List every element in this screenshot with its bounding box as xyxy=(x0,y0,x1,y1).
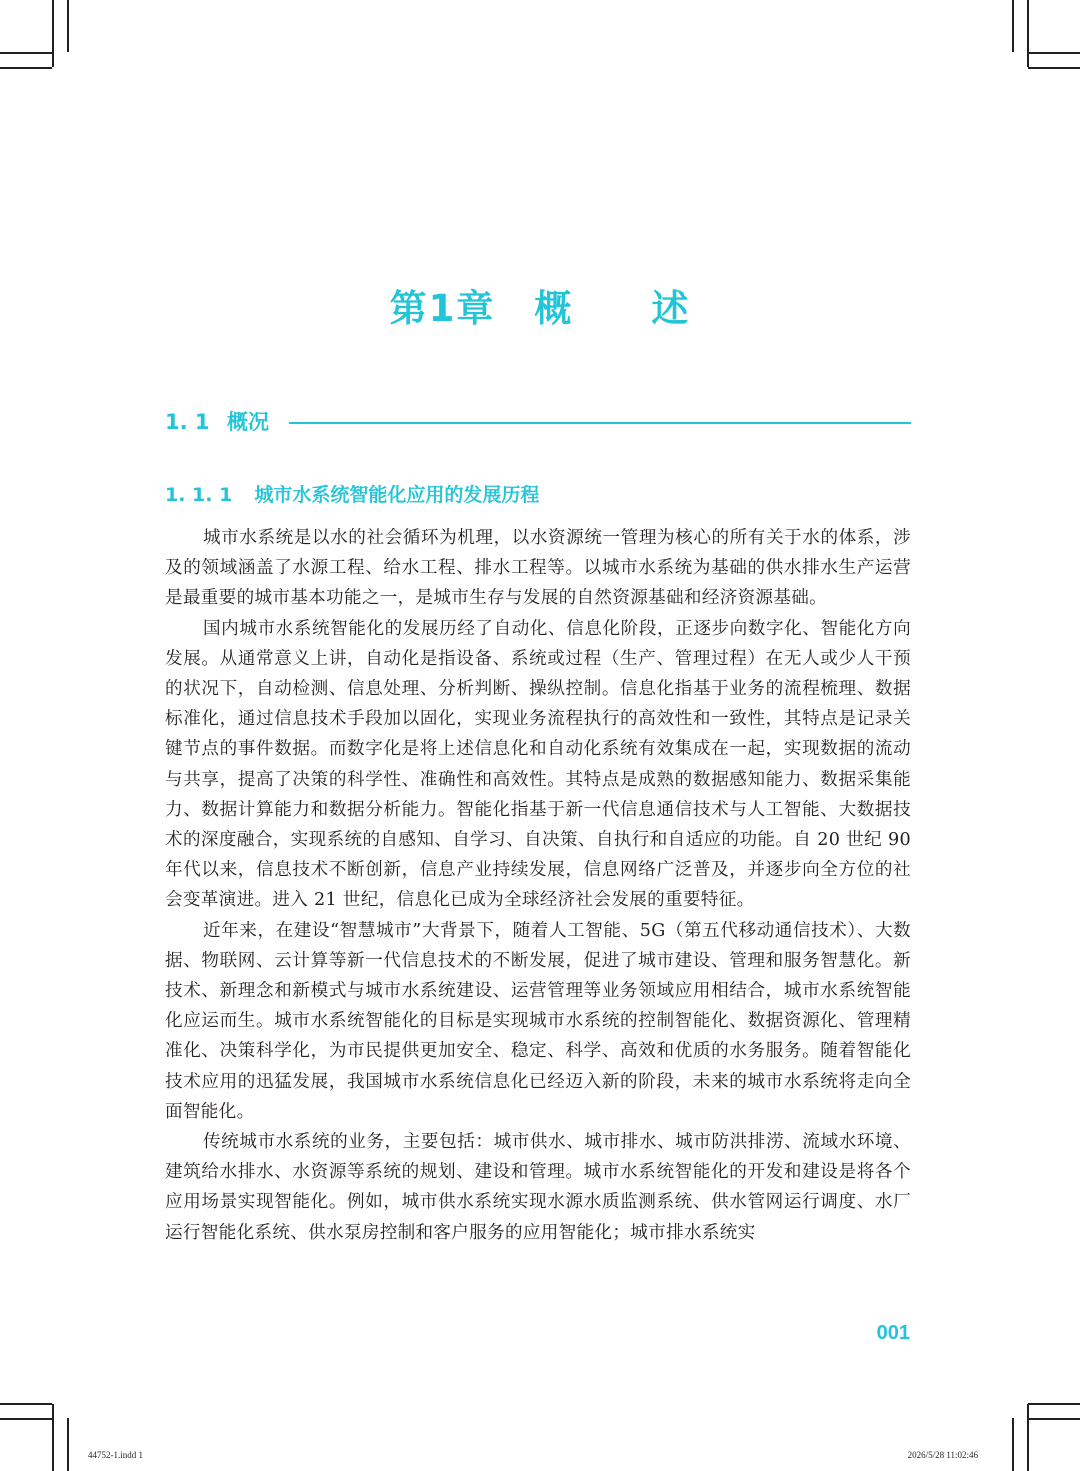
footer-timestamp: 2026/5/28 11:02:46 xyxy=(907,1450,978,1460)
crop-mark-top-right-v1 xyxy=(1012,0,1014,52)
subsection-title: 城市水系统智能化应用的发展历程 xyxy=(254,484,540,506)
footer-file-name: 44752-1.indd 1 xyxy=(88,1450,143,1460)
crop-mark-bottom-right-v2 xyxy=(1027,1404,1029,1471)
paragraph: 传统城市水系统的业务，主要包括：城市供水、城市排水、城市防洪排涝、流域水环境、建筑给水排水、水资源等系统的规划、建设和管理。城市水系统智能化的开发和建设是将各个应用场景实现智能化。例如，城市供水系统实现水源水质监测系统、供水管网运行调度、水厂运行智能化系统、供水泵房控制和客户服务的应用智能化；城市排水系统实 xyxy=(165,1132,911,1243)
crop-mark-bottom-left-v2 xyxy=(52,1404,54,1471)
chapter-title: 第1章 概 述 xyxy=(389,287,691,330)
paragraph: 近年来，在建设“智慧城市”大背景下，随着人工智能、5G（第五代移动通信技术）、大数据、物联网、云计算等新一代信息技术的不断发展，促进了城市建设、管理和服务智慧化。新技术、新理念和新模式与城市水系统建设、运营管理等业务领域应用相结合，城市水系统智能化应运而生。城市水系统智能化的目标是实现城市水系统的控制智能化、数据资源化、管理精准化、决策科学化，为市民提供更加安全、稳定、科学、高效和优质的水务服务。随着智能化技术应用的迅猛发展，我国城市水系统信息化已经迈入新的阶段，未来的城市水系统将走向全面智能化。 xyxy=(165,920,911,1122)
crop-mark-top-right-v2 xyxy=(1027,0,1029,67)
crop-mark-top-left-h1 xyxy=(0,52,52,54)
subsection-number: 1. 1. 1 xyxy=(165,484,233,506)
crop-mark-top-left-h2 xyxy=(0,67,52,69)
crop-mark-bottom-right-v1 xyxy=(1012,1418,1014,1471)
page-number: 001 xyxy=(876,1322,910,1344)
subsection-heading xyxy=(165,480,539,510)
crop-mark-bottom-right-h1 xyxy=(1028,1403,1080,1405)
crop-mark-top-left-v2 xyxy=(52,0,54,67)
crop-mark-top-right-h2 xyxy=(1028,67,1080,69)
crop-mark-top-left-v1 xyxy=(67,0,69,52)
body-text xyxy=(165,523,911,1248)
section-title: 概况 xyxy=(227,410,269,434)
section-heading xyxy=(165,405,911,439)
crop-mark-bottom-left-h2 xyxy=(0,1418,52,1420)
crop-mark-bottom-left-v1 xyxy=(67,1418,69,1471)
section-number: 1. 1 xyxy=(165,410,210,434)
crop-mark-bottom-right-h2 xyxy=(1028,1418,1080,1420)
section-rule xyxy=(289,422,911,424)
paragraph: 国内城市水系统智能化的发展历经了自动化、信息化阶段，正逐步向数字化、智能化方向发展。从通常意义上讲，自动化是指设备、系统或过程（生产、管理过程）在无人或少人干预的状况下，自动检测、信息处理、分析判断、操纵控制。信息化指基于业务的流程梳理、数据标准化，通过信息技术手段加以固化，实现业务流程执行的高效性和一致性，其特点是记录关键节点的事件数据。而数字化是将上述信息化和自动化系统有效集成在一起，实现数据的流动与共享，提高了决策的科学性、准确性和高效性。其特点是成熟的数据感知能力、数据采集能力、数据计算能力和数据分析能力。智能化指基于新一代信息通信技术与人工智能、大数据技术的深度融合，实现系统的自感知、自学习、自决策、自执行和自适应的功能。自 20 世纪 90 年代以来，信息技术不断创新，信息产业持续发展，信息网络广泛普及，并逐步向全方位的社会变革演进。进入 21 世纪，信息化已成为全球经济社会发展的重要特征。 xyxy=(165,618,911,911)
crop-mark-bottom-left-h1 xyxy=(0,1403,52,1405)
paragraph: 城市水系统是以水的社会循环为机理，以水资源统一管理为核心的所有关于水的体系，涉及的领域涵盖了水源工程、给水工程、排水工程等。以城市水系统为基础的供水排水生产运营是最重要的城市基本功能之一，是城市生存与发展的自然资源基础和经济资源基础。 xyxy=(165,528,911,609)
crop-mark-top-right-h1 xyxy=(1028,52,1080,54)
